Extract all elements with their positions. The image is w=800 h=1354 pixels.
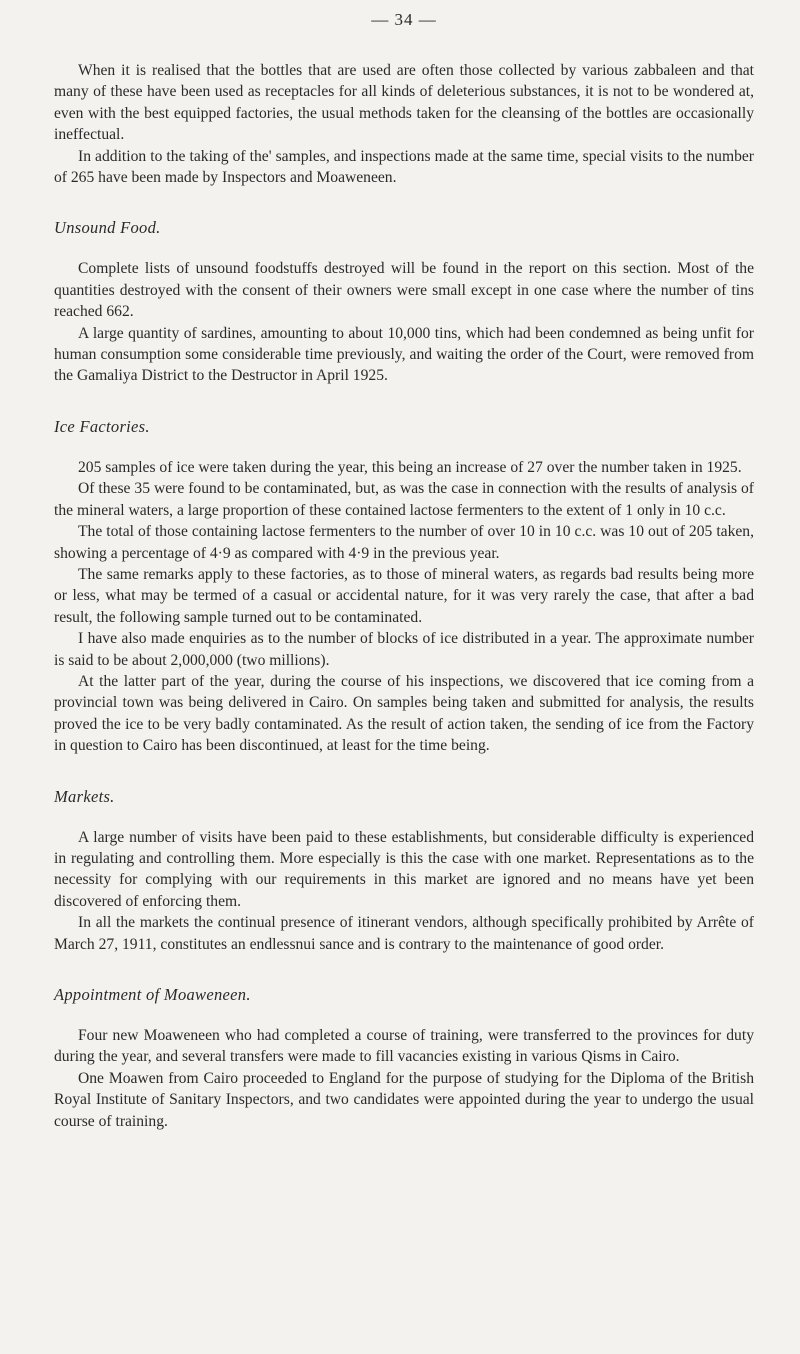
section-unsound-food [54,218,754,386]
section-markets [54,787,754,955]
paragraph: At the latter part of the year, during the course of his inspections, we discovered that ice coming from a provincial town was being delivered in Cairo. On samples being taken and submitted for analysis, the results proved the ice to be very badly contaminated. As the result of action taken, the sending of ice from the Factory in question to Cairo has been discontinued, at least for the time being. [54,672,754,755]
paragraph: When it is realised that the bottles that are used are often those collected by various zabbaleen and that many of these have been used as receptacles for all kinds of deleterious substances, it is not to be wondered at, even with the best equipped factories, the usual methods taken for the cleansing of the bottles are occasionally ineffectual. [54,62,754,144]
page-number: — 34 — [371,10,437,29]
paragraph: A large number of visits have been paid to these establishments, but considerable difficulty is experienced in regulating and controlling them. More especially is this the case with one market. Representations as to the necessity for complying with our requirements in this market are ignored and no means have yet been discovered of enforcing them. [54,828,754,910]
section-heading: Appointment of Moaweneen. [54,985,251,1004]
section-ice-factories [54,417,754,757]
paragraph: I have also made enquiries as to the number of blocks of ice distributed in a year. The approximate number is said to be about 2,000,000 (two millions). [54,630,754,669]
paragraph: Of these 35 were found to be contaminated, but, as was the case in connection with the results of analysis of the mineral waters, a large proportion of these contained lactose fermenters to the extent of 1 only in 10 c.c. [54,480,754,519]
intro-section [54,60,754,188]
paragraph: Complete lists of unsound foodstuffs destroyed will be found in the report on this section. Most of the quantities destroyed with the consent of their owners were small except in one case where the number of tins reached 662. [54,260,754,321]
paragraph: A large quantity of sardines, amounting to about 10,000 tins, which had been condemned as being unfit for human consumption some considerable time previously, and waiting the order of the Court, were removed from the Gamaliya District to the Destructor in April 1925. [54,324,754,385]
paragraph: The total of those containing lactose fermenters to the number of over 10 in 10 c.c. was 10 out of 205 taken, showing a percentage of 4·9 as compared with 4·9 in the previous year. [54,523,754,562]
paragraph: Four new Moaweneen who had completed a course of training, were transferred to the provinces for duty during the year, and several transfers were made to fill vacancies existing in various Qisms in Cairo. [54,1027,754,1066]
paragraph: In addition to the taking of the' samples, and inspections made at the same time, special visits to the number of 265 have been made by Inspectors and Moaweneen. [54,147,754,187]
section-heading: Ice Factories. [54,416,150,436]
paragraph: One Moawen from Cairo proceeded to England for the purpose of studying for the Diploma of the British Royal Institute of Sanitary Inspectors, and two candidates were appointed during the year to undergo the usual course of training. [54,1069,754,1130]
paragraph: The same remarks apply to these factories, as to those of mineral waters, as regards bad results being more or less, what may be termed of a casual or accidental nature, for it was very rarely the case, that after a bad result, the following sample turned out to be contaminated. [54,565,754,626]
section-appointment [54,985,754,1132]
paragraph: 205 samples of ice were taken during the year, this being an increase of 27 over the number taken in 1925. [78,458,742,476]
paragraph: In all the markets the continual presence of itinerant vendors, although specifically prohibited by Arrête of March 27, 1911, constitutes an endlessnui sance and is contrary to the maintenance of good order. [54,914,754,953]
section-heading: Unsound Food. [54,218,161,238]
section-heading: Markets. [54,786,115,806]
